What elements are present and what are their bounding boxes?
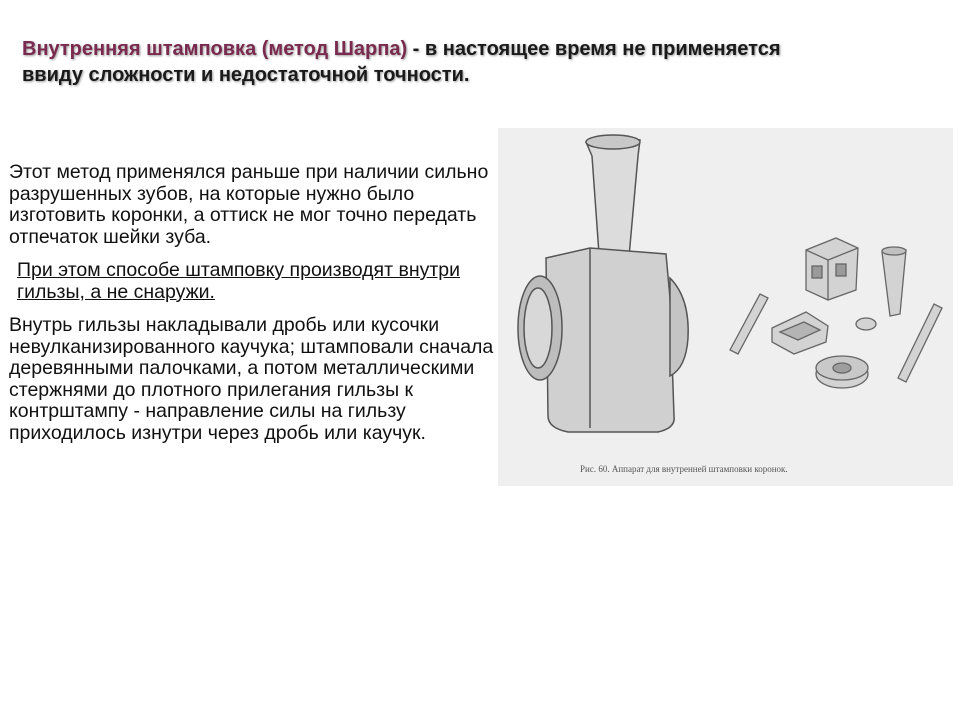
apparatus-drawing: [498, 128, 953, 486]
apparatus-illustration: [498, 128, 953, 486]
slide-title: [22, 36, 922, 88]
paragraph-inside-sleeve: При этом способе штамповку производят внутри гильзы, а не снаружи.: [17, 259, 461, 303]
paragraph-procedure: Внутрь гильзы накладывали дробь или кусочки невулканизированного каучука; штамповали сначала деревянными палочками, а потом металлическими стержнями до плотного прилегания гильзы к контрштампу - направление силы на гильзу приходилось изнутри через дробь или каучук.: [9, 314, 494, 444]
title-method-name: Внутренняя штамповка (метод Шарпа): [22, 38, 408, 60]
figure-caption: Рис. 60. Аппарат для внутренней штамповки коронок.: [580, 464, 788, 474]
title-line2: ввиду сложности и недостаточной точности.: [22, 64, 470, 86]
paragraph-history: Этот метод применялся раньше при наличии сильно разрушенных зубов, на которые нужно было изготовить коронки, а оттиск не мог точно передать отпечаток шейки зуба.: [9, 161, 489, 248]
body-text: [9, 162, 499, 456]
title-rest: - в настоящее время не применяется: [407, 38, 781, 60]
